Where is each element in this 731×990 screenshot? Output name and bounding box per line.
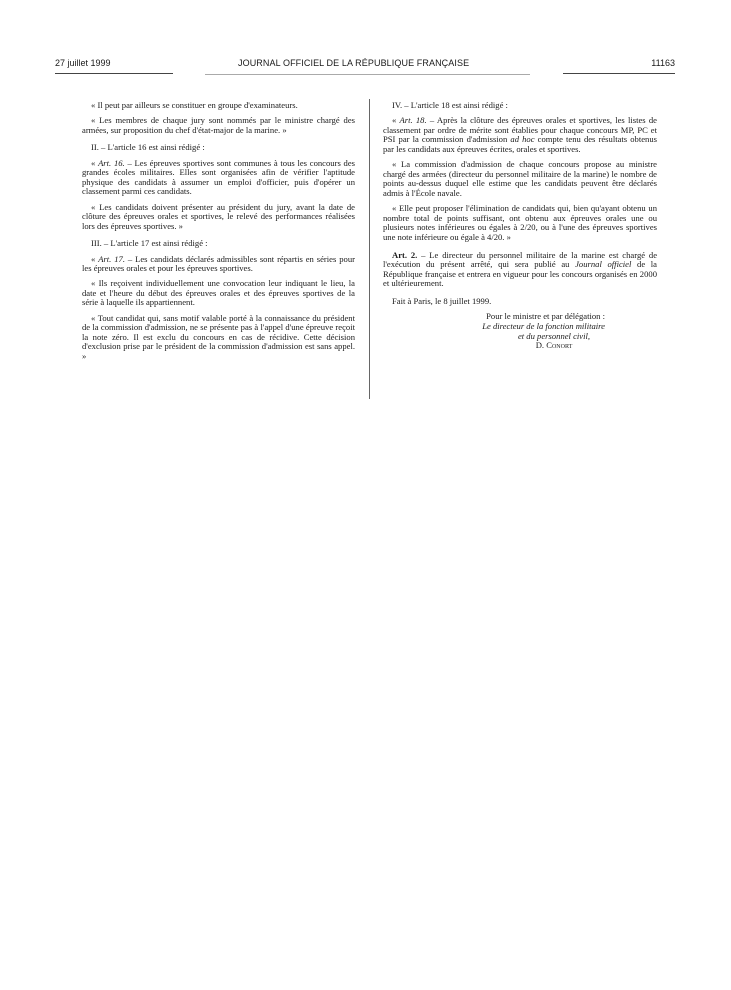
article-17-text: « Art. 17. – Les candidats déclarés admissibles sont répartis en séries pour les épreuves orales et pour les épreuves sportives. — [82, 253, 355, 274]
publication-date: 27 juillet 1999 — [55, 58, 111, 68]
paragraph: « Les candidats doivent présenter au président du jury, avant la date de clôture des épreuves orales et sportives, le relevé des performances réalisées lors des épreuves sportives. » — [82, 201, 355, 231]
paragraph: « La commission d'admission de chaque concours propose au ministre chargé des armées (directeur du personnel militaire de la marine) le nombre de points au-dessus duquel elle estime que les candidats peuvent être déclarés admis à l'École navale. — [383, 159, 657, 198]
page-header — [55, 57, 675, 69]
left-column — [82, 101, 355, 367]
paragraph: « Tout candidat qui, sans motif valable porté à la connaissance du président de la commission d'admission, ne se présente pas à l'appel d'une épreuve reçoit la note zéro. Il est exclu du concours en cas de récidive. Cette décision d'exclusion prise par le président de la commission d'admission est sans appel. » — [82, 312, 355, 362]
article-label: Art. 16. — [98, 157, 125, 168]
header-rule-middle — [205, 74, 530, 75]
journal-title: JOURNAL OFFICIEL DE LA RÉPUBLIQUE FRANÇAISE — [238, 58, 470, 68]
signature-delegation: Pour le ministre et par délégation : — [486, 311, 605, 322]
page-number: 11163 — [651, 58, 675, 68]
article-2-text: Art. 2. – Le directeur du personnel militaire de la marine est chargé de l'exécution du présent arrêté, qui sera publié au Journal officiel de la République française et entrera en vigueur pour les concours organisés en 2000 et ultérieurement. — [383, 249, 658, 289]
signature-place-date: Fait à Paris, le 8 juillet 1999. — [392, 295, 492, 306]
article-label: Art. 2. — [392, 249, 418, 260]
article-18-text: « Art. 18. – Après la clôture des épreuves orales et sportives, les listes de classement par ordre de mérite sont établies pour chaque concours MP, PC et PSI par la commission d'admission ad hoc compte tenu des résultats obtenus par les candidats aux épreuves écrites, orales et sportives. — [383, 115, 657, 154]
article-18-heading: IV. – L'article 18 est ainsi rédigé : — [392, 100, 508, 110]
header-rule-right — [563, 73, 675, 74]
right-column — [383, 101, 657, 351]
article-label: Art. 18. — [399, 115, 427, 126]
paragraph: « Elle peut proposer l'élimination de candidats qui, bien qu'ayant obtenu un nombre total de points suffisant, ont obtenu aux épreuves orales une ou plusieurs notes inférieures ou égales à 2/20, ou à l'une des épreuves sportives une note inférieure ou égale à 4/20. » — [383, 203, 657, 242]
article-16-text: « Art. 16. – Les épreuves sportives sont communes à tous les concours des grandes écoles militaires. Elles sont organisées afin de vérifier l'aptitude physique des candidats à assumer un emploi d'officier, puis d'opérer un classement parmi ces candidats. — [82, 157, 355, 197]
header-rule-left — [55, 73, 173, 74]
signature-name: D. Conort — [535, 340, 573, 351]
signature-title-cont: et du personnel civil, — [517, 330, 591, 341]
article-16-heading: II. – L'article 16 est ainsi rédigé : — [91, 142, 205, 153]
column-divider — [369, 99, 370, 399]
paragraph: « Ils reçoivent individuellement une convocation leur indiquant le lieu, la date et l'heure du début des épreuves orales et des épreuves sportives de la série à laquelle ils appartiennent. — [82, 278, 355, 308]
paragraph: « Les membres de chaque jury sont nommés par le ministre chargé des armées, sur proposition du chef d'état-major de la marine. » — [82, 115, 355, 135]
signature-title: Le directeur de la fonction militaire — [482, 320, 605, 331]
paragraph: « Il peut par ailleurs se constituer en groupe d'examinateurs. — [91, 100, 298, 110]
article-17-heading: III. – L'article 17 est ainsi rédigé : — [91, 238, 208, 249]
signature-block — [383, 312, 657, 351]
article-label: Art. 17. — [98, 253, 125, 264]
